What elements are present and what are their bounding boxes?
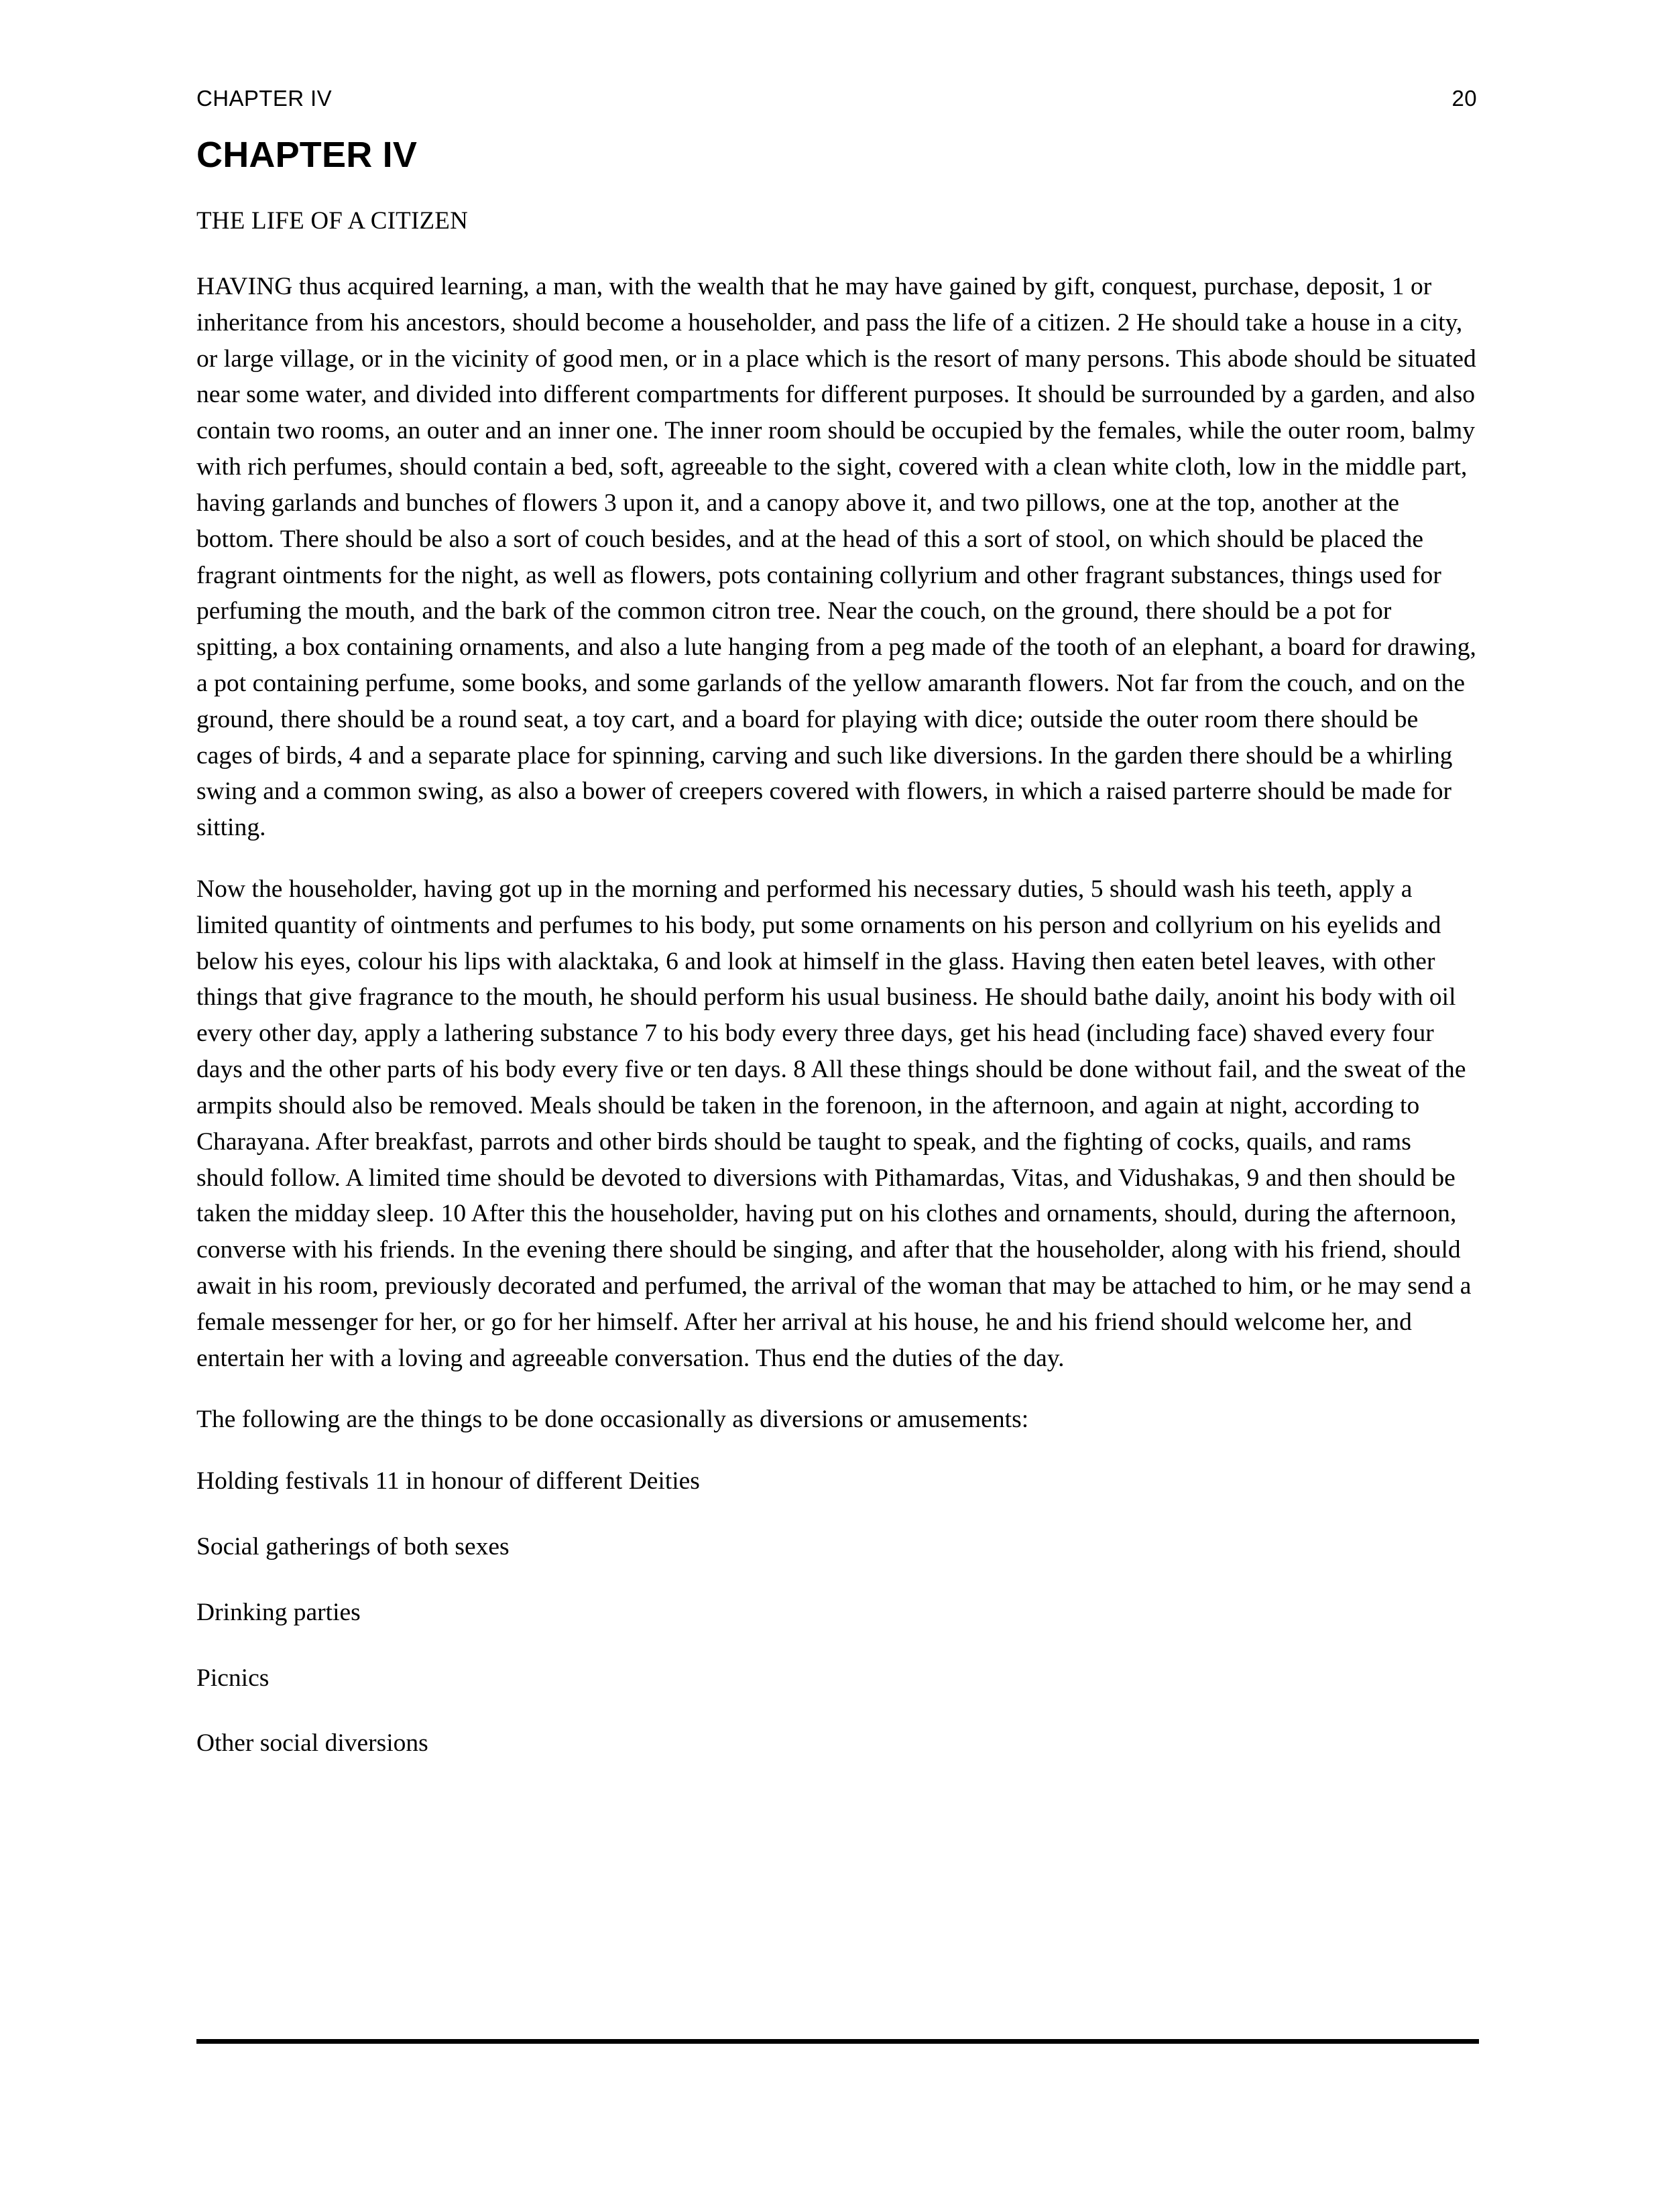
- body-paragraph: The following are the things to be done occasionally as diversions or amusements:: [196, 1406, 1029, 1434]
- list-item: Social gatherings of both sexes: [196, 1533, 510, 1560]
- list-item: Picnics: [196, 1664, 270, 1692]
- page-number: 20: [1451, 86, 1477, 111]
- footer-divider: [196, 2039, 1479, 2044]
- chapter-title: CHAPTER IV: [196, 135, 418, 175]
- chapter-subtitle: THE LIFE OF A CITIZEN: [196, 207, 469, 235]
- list-item: Holding festivals 11 in honour of different Deities: [196, 1467, 700, 1495]
- list-item: Drinking parties: [196, 1598, 361, 1626]
- running-header: [196, 86, 1477, 111]
- running-header-title: CHAPTER IV: [196, 86, 333, 111]
- list-item: Other social diversions: [196, 1729, 428, 1758]
- page-content: [196, 86, 1477, 1791]
- body-paragraph: HAVING thus acquired learning, a man, with the wealth that he may have gained by gift, conquest, purchase, deposit, 1 or inheritance from his ancestors, should become a householder, and pass the life of a citizen. 2 He should take a house in a city, or large village, or in the vicinity of good men, or in a place which is the resort of many persons. This abode should be situated near some water, and divided into different compartments for different purposes. It should be surrounded by a garden, and also contain two rooms, an outer and an inner one. The inner room should be occupied by the females, while the outer room, balmy with rich perfumes, should contain a bed, soft, agreeable to the sight, covered with a clean white cloth, low in the middle part, having garlands and bunches of flowers 3 upon it, and a canopy above it, and two pillows, one at the top, another at the bottom. There should be also a sort of couch besides, and at the head of this a sort of stool, on which should be placed the fragrant ointments for the night, as well as flowers, pots containing collyrium and other fragrant substances, things used for perfuming the mouth, and the bark of the common citron tree. Near the couch, on the ground, there should be a pot for spitting, a box containing ornaments, and also a lute hanging from a peg made of the tooth of an elephant, a board for drawing, a pot containing perfume, some books, and some garlands of the yellow amaranth flowers. Not far from the couch, and on the ground, there should be a round seat, a toy cart, and a board for playing with dice; outside the outer room there should be cages of birds, 4 and a separate place for spinning, carving and such like diversions. In the garden there should be a whirling swing and a common swing, as also a bower of creepers covered with flowers, in which a raised parterre should be made for sitting.: [196, 273, 1476, 842]
- body-paragraph: Now the householder, having got up in the morning and performed his necessary duties, 5 should wash his teeth, apply a limited quantity of ointments and perfumes to his body, put some ornaments on his person and collyrium on his eyelids and below his eyes, colour his lips with alacktaka, 6 and look at himself in the glass. Having then eaten betel leaves, with other things that give fragrance to the mouth, he should perform his usual business. He should bathe daily, anoint his body with oil every other day, apply a lathering substance 7 to his body every three days, get his head (including face) shaved every four days and the other parts of his body every five or ten days. 8 All these things should be done without fail, and the sweat of the armpits should also be removed. Meals should be taken in the forenoon, in the afternoon, and again at night, according to Charayana. After breakfast, parrots and other birds should be taught to speak, and the fighting of cocks, quails, and rams should follow. A limited time should be devoted to diversions with Pithamardas, Vitas, and Vidushakas, 9 and then should be taken the midday sleep. 10 After this the householder, having put on his clothes and ornaments, should, during the afternoon, converse with his friends. In the evening there should be singing, and after that the householder, along with his friend, should await in his room, previously decorated and perfumed, the arrival of the woman that may be attached to him, or he may send a female messenger for her, or go for her himself. After her arrival at his house, he and his friend should welcome her, and entertain her with a loving and agreeable conversation. Thus end the duties of the day.: [196, 875, 1472, 1372]
